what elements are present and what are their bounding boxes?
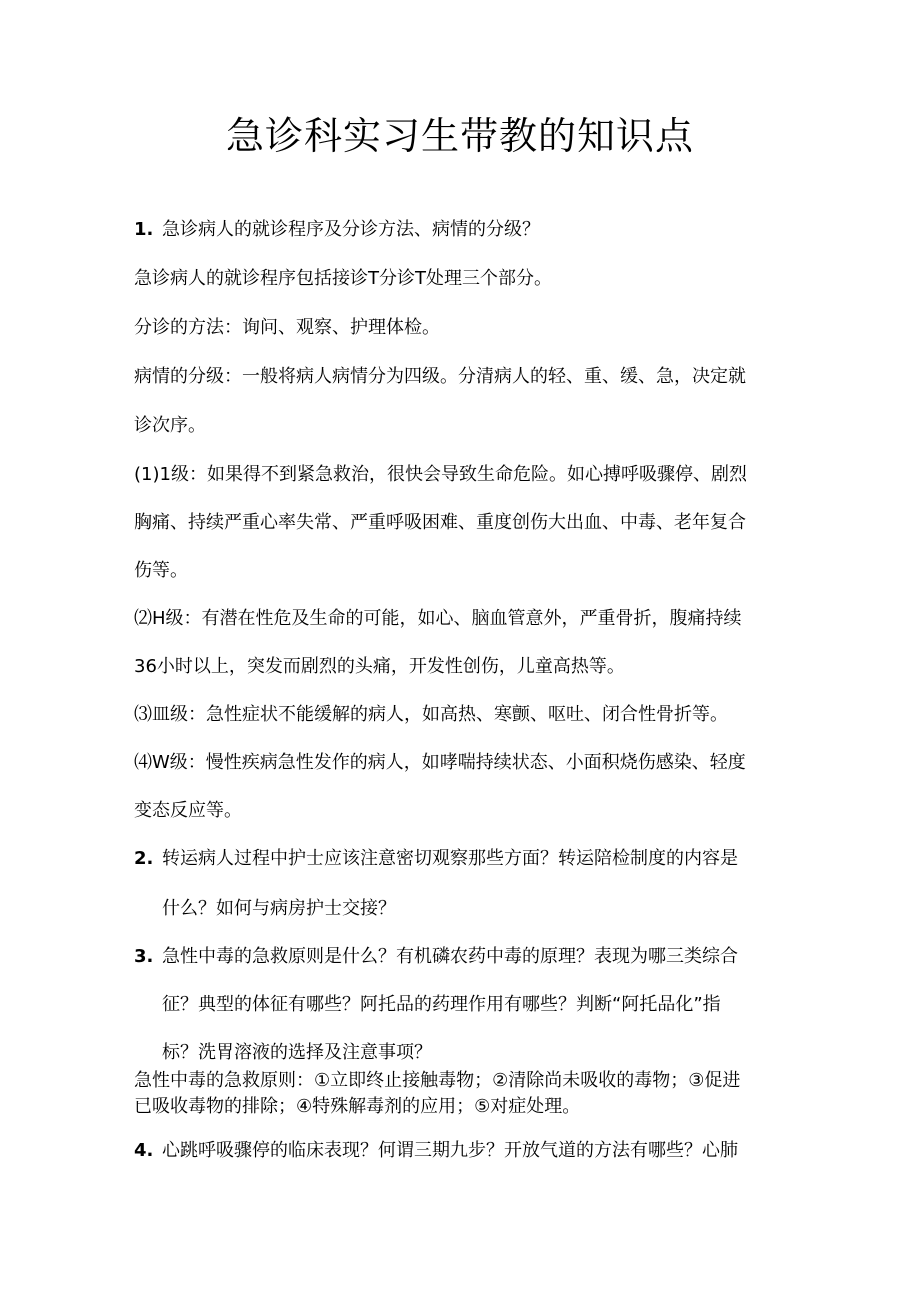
question-3-line-3: 标？洗胃溶液的选择及注意事项？ — [162, 1042, 432, 1063]
level-4-line-1: ⑷W级：慢性疾病急性发作的病人，如哮喘持续状态、小面积烧伤感染、轻度 — [134, 752, 746, 773]
paragraph-severity-line-1: 病情的分级：一般将病人病情分为四级。分清病人的轻、重、缓、急，决定就 — [134, 366, 746, 387]
level-2-line-1: ⑵H级：有潜在性危及生命的可能，如心、脑血管意外，严重骨折，腹痛持续 — [134, 608, 742, 629]
question-3-line-2: 征？典型的体征有哪些？阿托品的药理作用有哪些？判断“阿托品化”指 — [162, 994, 721, 1015]
question-2 — [134, 846, 794, 872]
question-number: 2. — [134, 848, 154, 869]
level-2-line-2: 36小时以上，突发而剧烈的头痛，开发性创伤，儿童高热等。 — [134, 656, 625, 677]
question-number: 3. — [134, 946, 154, 967]
question-2-line-2: 什么？如何与病房护士交接？ — [162, 898, 396, 919]
question-3 — [134, 944, 794, 970]
document-title: 急诊科实习生带教的知识点 — [225, 114, 694, 158]
question-text: 转运病人过程中护士应该注意密切观察那些方面？转运陪检制度的内容是 — [162, 848, 738, 869]
paragraph-severity-line-2: 诊次序。 — [134, 415, 206, 436]
paragraph-triage-methods: 分诊的方法：询问、观察、护理体检。 — [134, 317, 440, 338]
question-number: 4. — [134, 1140, 154, 1161]
answer-3-line-2: 已吸收毒物的排除；④特殊解毒剂的应用；⑤对症处理。 — [134, 1096, 581, 1117]
question-4 — [134, 1138, 794, 1164]
question-1 — [134, 217, 794, 243]
level-4-line-2: 变态反应等。 — [134, 800, 242, 821]
level-1-line-3: 伤等。 — [134, 560, 188, 581]
paragraph-triage-procedure: 急诊病人的就诊程序包括接诊T分诊T处理三个部分。 — [134, 268, 552, 289]
question-number: 1. — [134, 219, 154, 240]
question-text: 急诊病人的就诊程序及分诊方法、病情的分级？ — [162, 219, 540, 240]
level-1-line-1: (1)1级：如果得不到紧急救治，很快会导致生命危险。如心搏呼吸骤停、剧烈 — [134, 464, 747, 485]
question-text: 急性中毒的急救原则是什么？有机磷农药中毒的原理？表现为哪三类综合 — [162, 946, 738, 967]
question-text: 心跳呼吸骤停的临床表现？何谓三期九步？开放气道的方法有哪些？心肺 — [162, 1140, 738, 1161]
level-3-line: ⑶皿级：急性症状不能缓解的病人，如高热、寒颤、呕吐、闭合性骨折等。 — [134, 704, 728, 725]
level-1-line-2: 胸痛、持续严重心率失常、严重呼吸困难、重度创伤大出血、中毒、老年复合 — [134, 512, 746, 533]
answer-3-line-1: 急性中毒的急救原则：①立即终止接触毒物；②清除尚未吸收的毒物；③促进 — [134, 1070, 741, 1091]
